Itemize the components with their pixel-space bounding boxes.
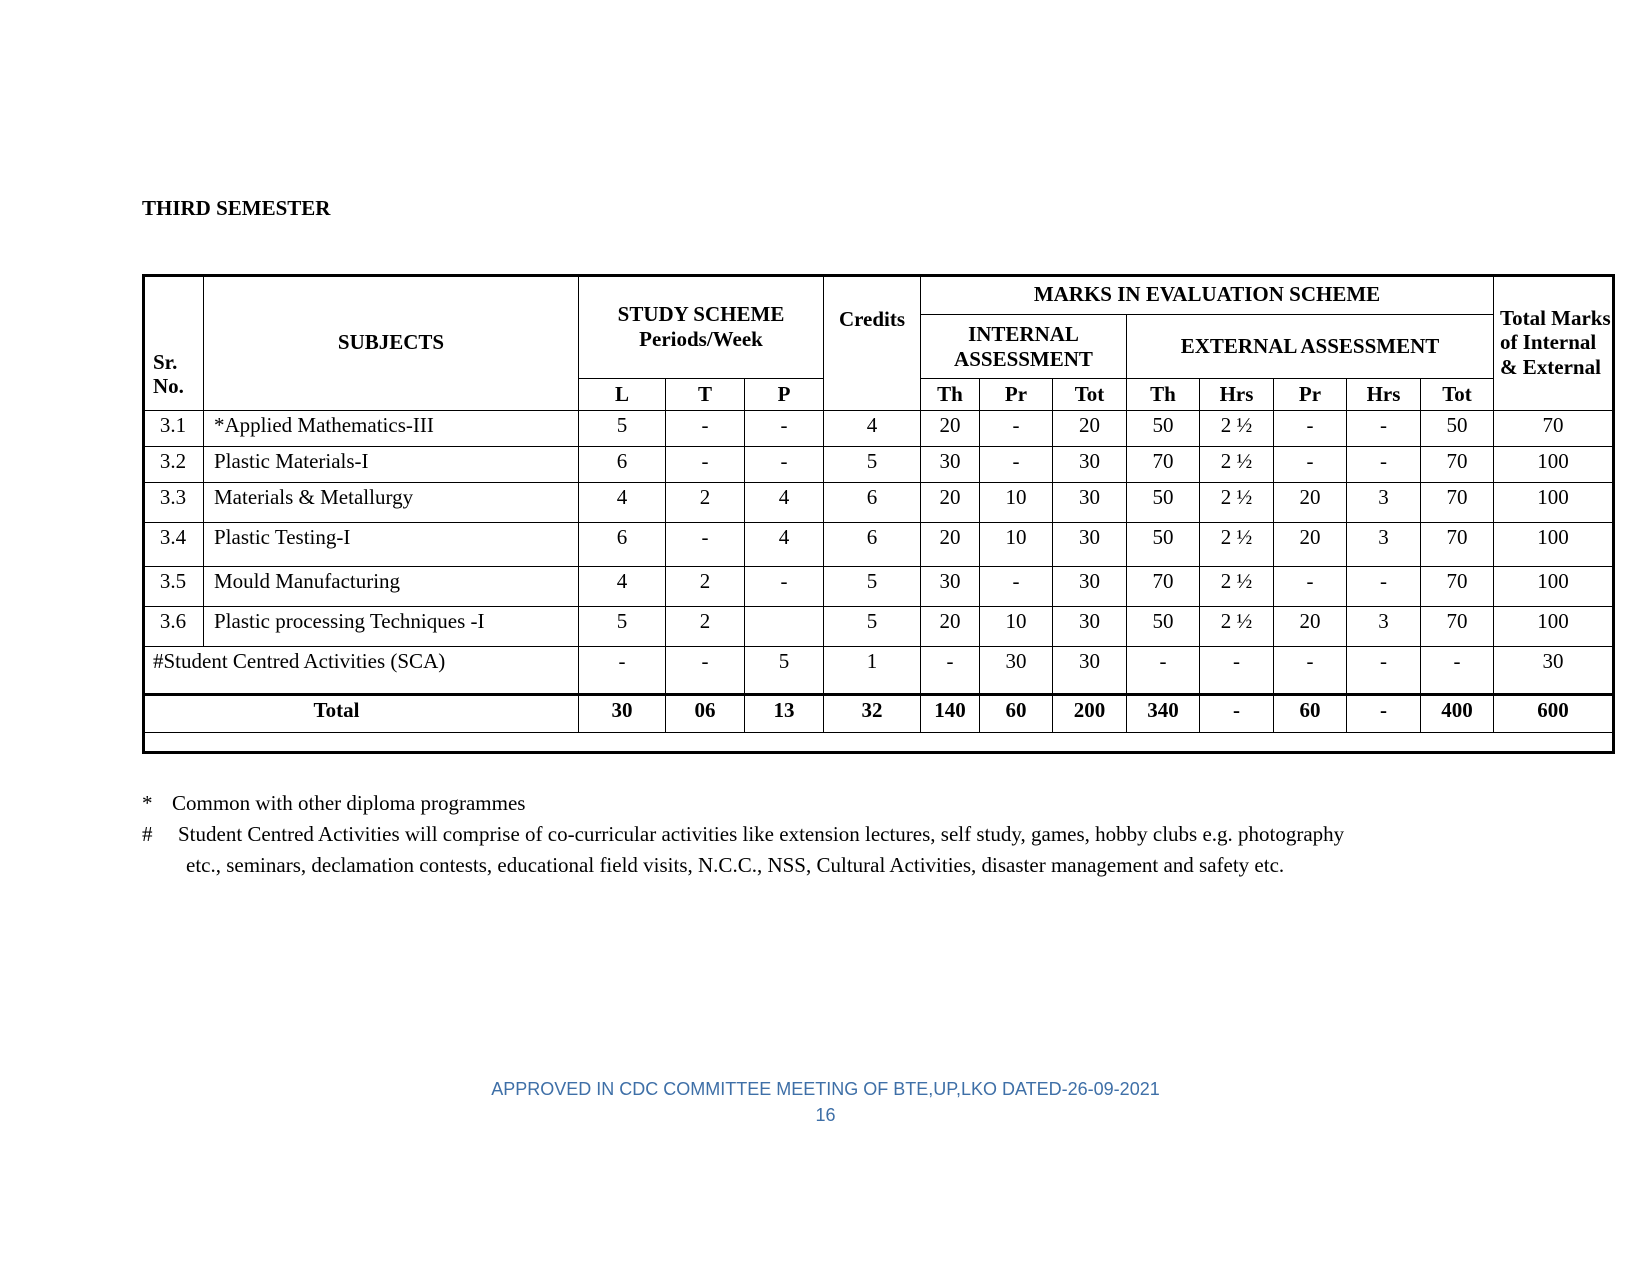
header-sr-no: Sr. No. <box>143 275 204 411</box>
row-cell: 30 <box>1053 567 1127 607</box>
header-external-th: Th <box>1127 379 1200 411</box>
row-sr-no: 3.4 <box>143 523 204 567</box>
row-cell: 3 <box>1347 607 1421 647</box>
row-cell: 50 <box>1421 411 1494 447</box>
row-cell: 4 <box>745 523 824 567</box>
row-subject: Plastic Materials-I <box>204 447 579 483</box>
footnote-common <box>142 788 1344 819</box>
row-cell: 6 <box>824 483 921 523</box>
row-cell: 70 <box>1421 523 1494 567</box>
row-cell: 5 <box>579 411 666 447</box>
row-cell: 5 <box>824 607 921 647</box>
table-row-total <box>143 695 1613 733</box>
row-cell: 70 <box>1421 483 1494 523</box>
total-cell: - <box>1347 695 1421 733</box>
row-cell: - <box>980 567 1053 607</box>
footnote-hash-mark: # <box>142 822 153 846</box>
row-sr-no: 3.5 <box>143 567 204 607</box>
row-cell: - <box>666 523 745 567</box>
sca-cell: 30 <box>1494 647 1613 695</box>
row-subject: *Applied Mathematics-III <box>204 411 579 447</box>
row-cell: 5 <box>824 567 921 607</box>
row-cell: - <box>1347 567 1421 607</box>
row-cell: 70 <box>1421 607 1494 647</box>
row-cell: 4 <box>579 567 666 607</box>
sca-cell: - <box>1347 647 1421 695</box>
sca-cell: - <box>921 647 980 695</box>
row-cell: 10 <box>980 523 1053 567</box>
row-cell: 30 <box>1053 607 1127 647</box>
sca-label: #Student Centred Activities (SCA) <box>143 647 579 695</box>
row-cell: - <box>745 447 824 483</box>
row-cell: 30 <box>1053 447 1127 483</box>
total-cell: - <box>1200 695 1274 733</box>
header-total-marks: Total Marks of Internal & External <box>1494 275 1613 411</box>
header-internal-assessment: INTERNAL ASSESSMENT <box>921 315 1127 379</box>
row-cell: 100 <box>1494 607 1613 647</box>
row-cell: 50 <box>1127 411 1200 447</box>
row-sr-no: 3.6 <box>143 607 204 647</box>
row-cell: 3 <box>1347 523 1421 567</box>
row-cell: 10 <box>980 607 1053 647</box>
row-cell: 2 ½ <box>1200 607 1274 647</box>
row-cell: 2 <box>666 607 745 647</box>
row-cell: - <box>1347 447 1421 483</box>
row-cell: 70 <box>1421 447 1494 483</box>
row-sr-no: 3.1 <box>143 411 204 447</box>
table-row <box>143 607 1613 647</box>
row-cell: 20 <box>921 411 980 447</box>
row-cell: - <box>980 411 1053 447</box>
header-external-th-hrs: Hrs <box>1200 379 1274 411</box>
table-row <box>143 447 1613 483</box>
row-cell: - <box>745 567 824 607</box>
total-cell: 06 <box>666 695 745 733</box>
total-cell: 140 <box>921 695 980 733</box>
row-cell: - <box>745 411 824 447</box>
row-cell: 6 <box>579 447 666 483</box>
row-cell: 2 ½ <box>1200 411 1274 447</box>
sca-cell: - <box>579 647 666 695</box>
sca-cell: 30 <box>1053 647 1127 695</box>
row-cell: - <box>1274 411 1347 447</box>
header-external-pr-hrs: Hrs <box>1347 379 1421 411</box>
header-marks-scheme: MARKS IN EVALUATION SCHEME <box>921 275 1494 315</box>
row-cell: 6 <box>579 523 666 567</box>
row-cell: 4 <box>579 483 666 523</box>
header-p: P <box>745 379 824 411</box>
total-cell: 60 <box>980 695 1053 733</box>
table-row-sca <box>143 647 1613 695</box>
row-cell: 2 <box>666 483 745 523</box>
footnote-hash-line1: Student Centred Activities will comprise of co-curricular activities like extension lectures, self study, games, hobby clubs e.g. photography <box>178 822 1345 846</box>
total-cell: 60 <box>1274 695 1347 733</box>
sca-cell: - <box>1127 647 1200 695</box>
footnote-sca <box>142 819 1344 850</box>
footnote-star-text: Common with other diploma programmes <box>172 791 526 815</box>
header-l: L <box>579 379 666 411</box>
header-external-tot: Tot <box>1421 379 1494 411</box>
row-cell: 50 <box>1127 523 1200 567</box>
sca-cell: - <box>1200 647 1274 695</box>
row-cell: 70 <box>1127 447 1200 483</box>
row-cell: 70 <box>1127 567 1200 607</box>
header-t: T <box>666 379 745 411</box>
row-cell: - <box>980 447 1053 483</box>
row-cell: - <box>1274 447 1347 483</box>
row-cell: 30 <box>921 567 980 607</box>
row-cell: 100 <box>1494 447 1613 483</box>
total-cell: 32 <box>824 695 921 733</box>
page-footer <box>0 1076 1651 1128</box>
row-cell: 50 <box>1127 607 1200 647</box>
row-cell: 70 <box>1421 567 1494 607</box>
row-cell: - <box>1274 567 1347 607</box>
row-cell: 20 <box>921 483 980 523</box>
row-sr-no: 3.3 <box>143 483 204 523</box>
header-internal-th: Th <box>921 379 980 411</box>
row-cell: - <box>666 411 745 447</box>
row-cell: 20 <box>921 523 980 567</box>
row-cell <box>745 607 824 647</box>
row-cell: 2 ½ <box>1200 447 1274 483</box>
footnote-star-mark: * <box>142 791 153 815</box>
total-label: Total <box>143 695 579 733</box>
row-cell: 4 <box>745 483 824 523</box>
header-internal-pr: Pr <box>980 379 1053 411</box>
row-subject: Plastic processing Techniques -I <box>204 607 579 647</box>
row-subject: Materials & Metallurgy <box>204 483 579 523</box>
sca-cell: 5 <box>745 647 824 695</box>
row-cell: 10 <box>980 483 1053 523</box>
row-cell: 100 <box>1494 567 1613 607</box>
sca-cell: 1 <box>824 647 921 695</box>
header-external-pr: Pr <box>1274 379 1347 411</box>
header-subjects: SUBJECTS <box>204 275 579 411</box>
row-cell: 2 <box>666 567 745 607</box>
total-cell: 400 <box>1421 695 1494 733</box>
row-cell: 20 <box>1274 607 1347 647</box>
row-cell: 2 ½ <box>1200 523 1274 567</box>
header-external-assessment: EXTERNAL ASSESSMENT <box>1127 315 1494 379</box>
row-cell: 100 <box>1494 483 1613 523</box>
sca-cell: 30 <box>980 647 1053 695</box>
total-cell: 600 <box>1494 695 1613 733</box>
row-sr-no: 3.2 <box>143 447 204 483</box>
header-internal-tot: Tot <box>1053 379 1127 411</box>
sca-cell: - <box>1421 647 1494 695</box>
row-cell: 3 <box>1347 483 1421 523</box>
row-cell: 5 <box>824 447 921 483</box>
approval-note: APPROVED IN CDC COMMITTEE MEETING OF BTE,UP,LKO DATED-26-09-2021 <box>491 1079 1160 1099</box>
row-cell: 30 <box>1053 523 1127 567</box>
header-study-scheme: STUDY SCHEME Periods/Week <box>579 275 824 379</box>
sca-cell: - <box>1274 647 1347 695</box>
table-row <box>143 567 1613 607</box>
table-row <box>143 483 1613 523</box>
total-cell: 340 <box>1127 695 1200 733</box>
row-cell: 50 <box>1127 483 1200 523</box>
footnote-hash-line2: etc., seminars, declamation contests, educational field visits, N.C.C., NSS, Cultural Activities, disaster management and safety etc. <box>186 853 1285 877</box>
total-cell: 30 <box>579 695 666 733</box>
row-cell: 30 <box>921 447 980 483</box>
page-number: 16 <box>815 1105 836 1125</box>
total-cell: 200 <box>1053 695 1127 733</box>
row-subject: Plastic Testing-I <box>204 523 579 567</box>
evaluation-scheme-table <box>142 274 1613 733</box>
row-cell: 6 <box>824 523 921 567</box>
table-row <box>143 523 1613 567</box>
row-cell: 70 <box>1494 411 1613 447</box>
row-cell: 20 <box>1053 411 1127 447</box>
row-cell: 100 <box>1494 523 1613 567</box>
row-cell: 4 <box>824 411 921 447</box>
row-cell: - <box>666 447 745 483</box>
sca-cell: - <box>666 647 745 695</box>
row-subject: Mould Manufacturing <box>204 567 579 607</box>
table-row <box>143 411 1613 447</box>
footnotes <box>142 788 1344 881</box>
row-cell: 2 ½ <box>1200 567 1274 607</box>
row-cell: - <box>1347 411 1421 447</box>
row-cell: 20 <box>1274 523 1347 567</box>
page-heading: THIRD SEMESTER <box>142 196 331 220</box>
row-cell: 5 <box>579 607 666 647</box>
row-cell: 2 ½ <box>1200 483 1274 523</box>
header-credits: Credits <box>824 275 921 411</box>
row-cell: 30 <box>1053 483 1127 523</box>
row-cell: 20 <box>921 607 980 647</box>
row-cell: 20 <box>1274 483 1347 523</box>
total-cell: 13 <box>745 695 824 733</box>
